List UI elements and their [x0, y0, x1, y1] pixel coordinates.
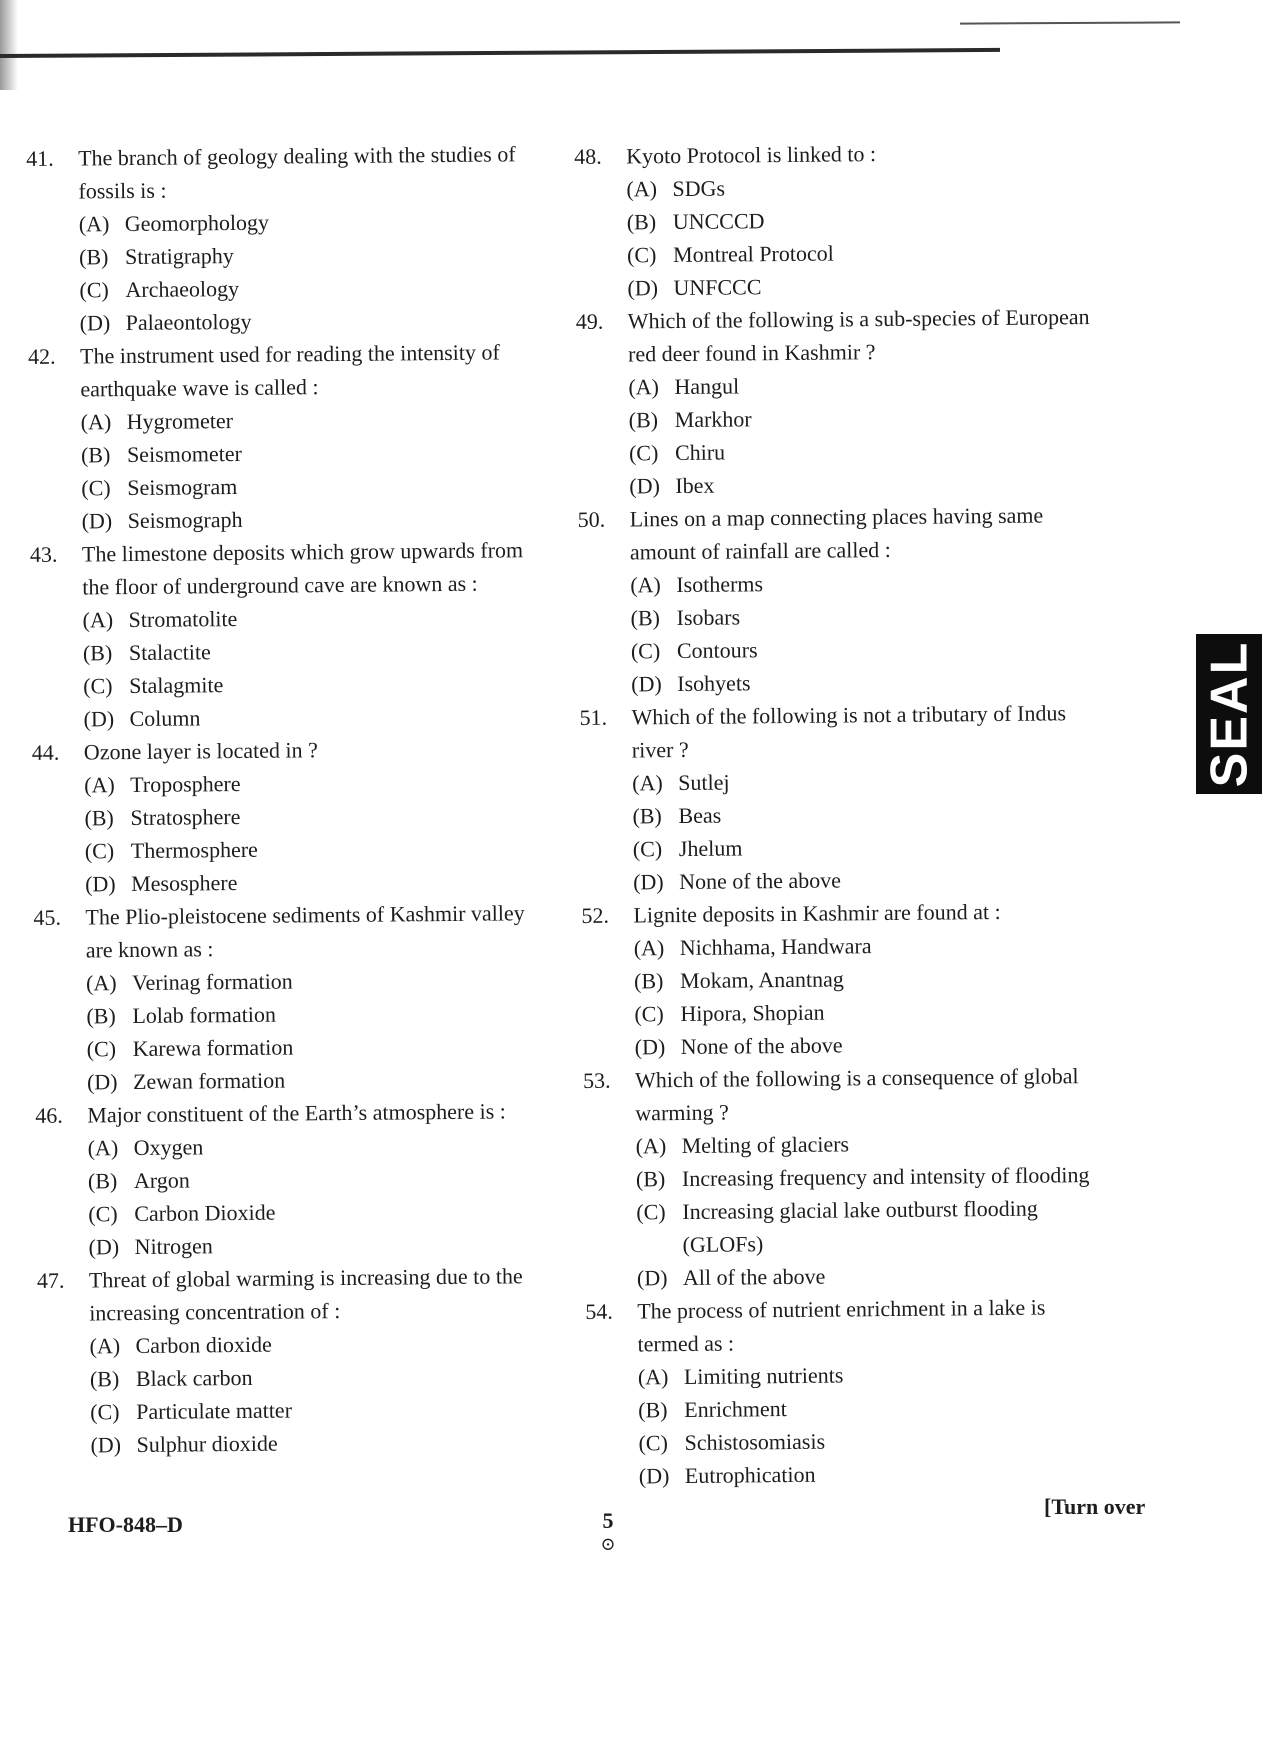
option-text: Markhor [674, 406, 752, 433]
option-text: Mokam, Anantnag [679, 966, 844, 994]
option-label: (A) [89, 1333, 121, 1359]
question-number: 54. [585, 1298, 613, 1324]
answer-option [627, 267, 1095, 304]
answer-option [628, 366, 1096, 403]
option-label: (D) [634, 1034, 666, 1060]
option-text: Isohyets [677, 670, 751, 697]
option-text: Ibex [675, 472, 715, 499]
option-label: (D) [90, 1432, 122, 1458]
option-label: (C) [634, 1001, 664, 1027]
option-label: (B) [84, 805, 114, 831]
answer-option [630, 597, 1098, 634]
answer-option [83, 665, 551, 702]
question-number: 53. [582, 1067, 611, 1093]
option-label: (C) [630, 638, 661, 664]
option-list [29, 401, 550, 538]
answer-option [632, 762, 1100, 799]
answer-option [79, 236, 547, 273]
option-text: Troposphere [130, 770, 241, 798]
answer-option [79, 203, 547, 240]
option-text: Argon [133, 1167, 190, 1194]
option-label: (A) [635, 1133, 667, 1159]
option-label: (B) [628, 407, 659, 433]
answer-option [88, 1193, 556, 1230]
question [577, 498, 1099, 701]
question-text: The Plio-pleistocene sediments of Kashmir valley are known as : [85, 900, 525, 963]
question [32, 731, 554, 901]
option-label: (D) [633, 869, 664, 895]
question-text: The instrument used for reading the intensity of earthquake wave is called : [79, 339, 500, 402]
option-label: (C) [636, 1199, 666, 1225]
option-text: Schistosomiasis [684, 1428, 826, 1455]
option-list [27, 203, 548, 340]
option-list [574, 168, 1095, 305]
option-label: (B) [630, 605, 661, 631]
question-text: Which of the following is not a tributary of Indus river ? [631, 700, 1067, 763]
option-label: (A) [78, 211, 110, 237]
option-label: (C) [86, 1036, 117, 1062]
question [585, 1290, 1107, 1493]
answer-option [88, 1226, 556, 1263]
option-text: Hipora, Shopian [680, 999, 825, 1027]
answer-option [626, 168, 1094, 205]
option-text: Palaeontology [125, 308, 252, 336]
question-stem [33, 896, 554, 967]
answer-option [90, 1391, 558, 1428]
option-text: Limiting nutrients [683, 1362, 844, 1390]
answer-option [636, 1191, 1105, 1261]
answer-option [90, 1358, 558, 1395]
question-stem [581, 894, 1101, 932]
option-label: (A) [630, 572, 661, 598]
option-text: Stratigraphy [124, 243, 234, 270]
answer-option [634, 960, 1102, 997]
option-text: Stromatolite [128, 605, 238, 633]
question-stem [579, 696, 1100, 767]
top-rule-secondary [960, 21, 1180, 24]
question-text: Which of the following is a sub-species of European red deer found in Kashmir ? [627, 304, 1090, 367]
option-label: (A) [626, 176, 658, 202]
option-label: (B) [78, 244, 109, 270]
answer-option [631, 663, 1099, 700]
option-text: Increasing glacial lake outburst flooding (GLOFs) [682, 1195, 1038, 1258]
option-label: (B) [86, 1003, 116, 1029]
question-number: 41. [26, 145, 54, 171]
option-text: Stalactite [128, 639, 211, 666]
question [37, 1259, 559, 1462]
question-number: 52. [581, 902, 610, 928]
option-label: (C) [81, 475, 111, 501]
option-text: Column [129, 705, 201, 732]
option-label: (D) [81, 508, 113, 534]
option-list [582, 927, 1103, 1064]
question-number: 45. [33, 904, 62, 930]
answer-option [639, 1455, 1107, 1492]
answer-option [88, 1127, 556, 1164]
option-label: (A) [84, 772, 115, 798]
right-column [574, 135, 1107, 1493]
question [30, 533, 552, 736]
option-label: (B) [638, 1397, 668, 1423]
question-number: 50. [577, 506, 606, 532]
question [579, 696, 1101, 899]
answer-option [636, 1125, 1104, 1162]
question-text: The branch of geology dealing with the studies of fossils is : [78, 141, 516, 204]
option-label: (A) [628, 374, 660, 400]
answer-option [87, 1061, 555, 1098]
seal-stamp [1196, 634, 1262, 794]
option-text: Nichhama, Handwara [679, 933, 872, 961]
option-label: (A) [632, 770, 663, 796]
answer-option [84, 764, 552, 801]
option-label: (A) [633, 935, 665, 961]
option-text: Seismogram [127, 473, 238, 501]
option-label: (B) [635, 1166, 666, 1192]
option-text: Seismometer [126, 440, 242, 468]
option-label: (B) [87, 1168, 118, 1194]
question [581, 894, 1103, 1064]
option-text: UNFCCC [673, 274, 762, 301]
option-text: Isotherms [676, 571, 764, 598]
option-text: Sulphur dioxide [136, 1430, 278, 1457]
option-text: Karewa formation [132, 1034, 294, 1062]
option-label: (C) [84, 838, 115, 864]
option-list [586, 1356, 1107, 1493]
question-stem [585, 1290, 1106, 1361]
answer-option [638, 1356, 1106, 1393]
top-rule [0, 48, 1000, 58]
answer-option [627, 201, 1095, 238]
option-text: Increasing frequency and intensity of flooding [681, 1162, 1090, 1192]
option-label: (C) [83, 673, 113, 699]
option-text: Hangul [674, 373, 740, 400]
answer-option [629, 432, 1097, 469]
option-text: Geomorphology [124, 209, 270, 237]
answer-option [638, 1422, 1106, 1459]
answer-option [81, 434, 549, 471]
option-list [578, 564, 1099, 701]
option-label: (C) [632, 836, 663, 862]
option-label: (D) [79, 310, 111, 336]
answer-option [627, 234, 1095, 271]
option-text: Verinag formation [131, 968, 293, 996]
question-text: Lignite deposits in Kashmir are found at : [633, 898, 1001, 928]
option-label: (C) [628, 440, 659, 466]
question-number: 49. [575, 308, 604, 334]
answer-option [630, 564, 1098, 601]
answer-option [85, 830, 553, 867]
option-label: (D) [88, 1234, 120, 1260]
option-text: Black carbon [135, 1364, 253, 1392]
option-text: Beas [678, 802, 722, 829]
option-label: (D) [83, 706, 115, 732]
option-list [30, 599, 551, 736]
option-text: Jhelum [678, 835, 743, 862]
answer-option [636, 1158, 1104, 1195]
option-label: (D) [638, 1463, 670, 1489]
option-text: Mesosphere [131, 870, 238, 897]
question-number: 46. [35, 1102, 63, 1128]
question-stem [26, 137, 547, 208]
option-text: UNCCCD [672, 208, 765, 235]
question-stem [30, 533, 551, 604]
option-text: Thermosphere [130, 836, 258, 864]
answer-option [84, 797, 552, 834]
answer-option [90, 1424, 558, 1461]
question-number: 43. [29, 541, 58, 567]
option-text: Nitrogen [134, 1233, 213, 1260]
question-text: Which of the following is a consequence of global warming ? [634, 1063, 1079, 1126]
option-text: Isobars [676, 604, 741, 631]
option-label: (D) [86, 1069, 118, 1095]
option-text: SDGs [672, 175, 726, 202]
option-text: All of the above [682, 1263, 826, 1291]
question-text: Threat of global warming is increasing due to the increasing concentration of : [88, 1263, 523, 1326]
option-label: (D) [636, 1265, 668, 1291]
answer-option [86, 962, 554, 999]
option-list [584, 1125, 1106, 1295]
answer-option [637, 1257, 1105, 1294]
question-stem [28, 335, 549, 406]
answer-option [634, 993, 1102, 1030]
question-stem [574, 135, 1094, 173]
answer-option [79, 269, 547, 306]
question-text: Kyoto Protocol is linked to : [626, 141, 877, 169]
option-label: (D) [627, 275, 659, 301]
option-text: Hygrometer [126, 408, 234, 435]
paper-code: HFO-848–D [68, 1512, 183, 1537]
question-stem [37, 1259, 558, 1330]
seal-text: SEAL [1200, 640, 1258, 788]
question [574, 135, 1096, 305]
option-label: (C) [88, 1201, 118, 1227]
option-text: Carbon Dioxide [134, 1199, 276, 1227]
option-text: None of the above [679, 867, 842, 895]
question-stem [35, 1094, 555, 1132]
question-number: 47. [36, 1267, 65, 1293]
answer-option [633, 861, 1101, 898]
option-label: (A) [637, 1364, 669, 1390]
option-text: Chiru [674, 439, 726, 466]
answer-option [635, 1026, 1103, 1063]
option-label: (C) [638, 1430, 668, 1456]
question [583, 1059, 1105, 1295]
answer-option [633, 828, 1101, 865]
option-list [580, 762, 1101, 899]
option-label: (B) [626, 209, 657, 235]
answer-option [83, 698, 551, 735]
question-stem [583, 1059, 1104, 1130]
option-text: Particulate matter [136, 1397, 293, 1425]
option-text: Zewan formation [132, 1067, 286, 1095]
answer-option [634, 927, 1102, 964]
option-list [34, 962, 555, 1099]
option-label: (C) [79, 277, 109, 303]
question [33, 896, 555, 1099]
answer-option [83, 632, 551, 669]
option-text: Enrichment [684, 1396, 787, 1423]
turn-over-note: [Turn over [1044, 1494, 1146, 1519]
answer-option [81, 500, 549, 537]
answer-option [85, 863, 553, 900]
answer-option [86, 995, 554, 1032]
answer-option [638, 1389, 1106, 1426]
scan-shadow [0, 0, 18, 90]
option-list [36, 1127, 557, 1264]
question-number: 42. [27, 343, 56, 369]
question [28, 335, 550, 538]
question-stem [576, 300, 1097, 371]
question-text: Lines on a map connecting places having same amount of rainfall are called : [629, 502, 1044, 565]
option-text: Stalagmite [129, 672, 224, 699]
option-label: (A) [87, 1135, 119, 1161]
option-text: Stratosphere [130, 803, 241, 831]
option-text: Oxygen [133, 1134, 204, 1161]
question-text: Ozone layer is located in ? [83, 737, 318, 765]
answer-option [89, 1325, 557, 1362]
option-text: Melting of glaciers [681, 1131, 850, 1159]
answer-option [631, 630, 1099, 667]
question-text: Major constituent of the Earth’s atmosphere is : [87, 1098, 506, 1128]
option-list [32, 764, 553, 901]
answer-option [87, 1028, 555, 1065]
option-label: (C) [90, 1399, 120, 1425]
answer-option [81, 467, 549, 504]
option-label: (B) [633, 968, 664, 994]
answer-option [80, 302, 548, 339]
answer-option [629, 465, 1097, 502]
question-text: The limestone deposits which grow upwards from the floor of underground cave are known as : [81, 537, 524, 600]
option-label: (A) [82, 607, 114, 633]
question-text: The process of nutrient enrichment in a lake is termed as : [637, 1294, 1046, 1357]
option-text: Seismograph [127, 506, 243, 534]
answer-option [82, 599, 550, 636]
answer-option [81, 401, 549, 438]
option-list [576, 366, 1097, 503]
option-label: (B) [632, 803, 662, 829]
answer-option [88, 1160, 556, 1197]
question-number: 51. [579, 704, 608, 730]
question-number: 48. [574, 143, 602, 169]
option-text: Carbon dioxide [135, 1331, 272, 1359]
question [26, 137, 548, 340]
option-label: (D) [631, 671, 662, 697]
option-text: Contours [676, 637, 758, 664]
question-stem [577, 498, 1098, 569]
option-text: Eutrophication [684, 1461, 816, 1488]
option-label: (C) [626, 242, 657, 268]
question [35, 1094, 557, 1264]
option-text: Lolab formation [132, 1001, 277, 1029]
option-label: (A) [80, 409, 112, 435]
question-number: 44. [31, 739, 60, 765]
answer-option [632, 795, 1100, 832]
option-text: Archaeology [125, 275, 240, 303]
option-label: (B) [89, 1366, 120, 1392]
option-label: (D) [629, 473, 660, 499]
option-list [37, 1325, 558, 1462]
option-text: Sutlej [678, 769, 730, 796]
option-label: (B) [82, 640, 113, 666]
question [576, 300, 1098, 503]
page-mark-icon: ⊙ [600, 1534, 616, 1554]
answer-option [629, 399, 1097, 436]
option-text: Montreal Protocol [672, 240, 834, 268]
option-label: (B) [80, 442, 111, 468]
option-text: None of the above [680, 1032, 843, 1060]
option-label: (A) [85, 970, 117, 996]
left-column [26, 137, 559, 1462]
option-label: (D) [85, 871, 116, 897]
question-stem [32, 731, 552, 769]
page-number: 5 [602, 1508, 614, 1533]
